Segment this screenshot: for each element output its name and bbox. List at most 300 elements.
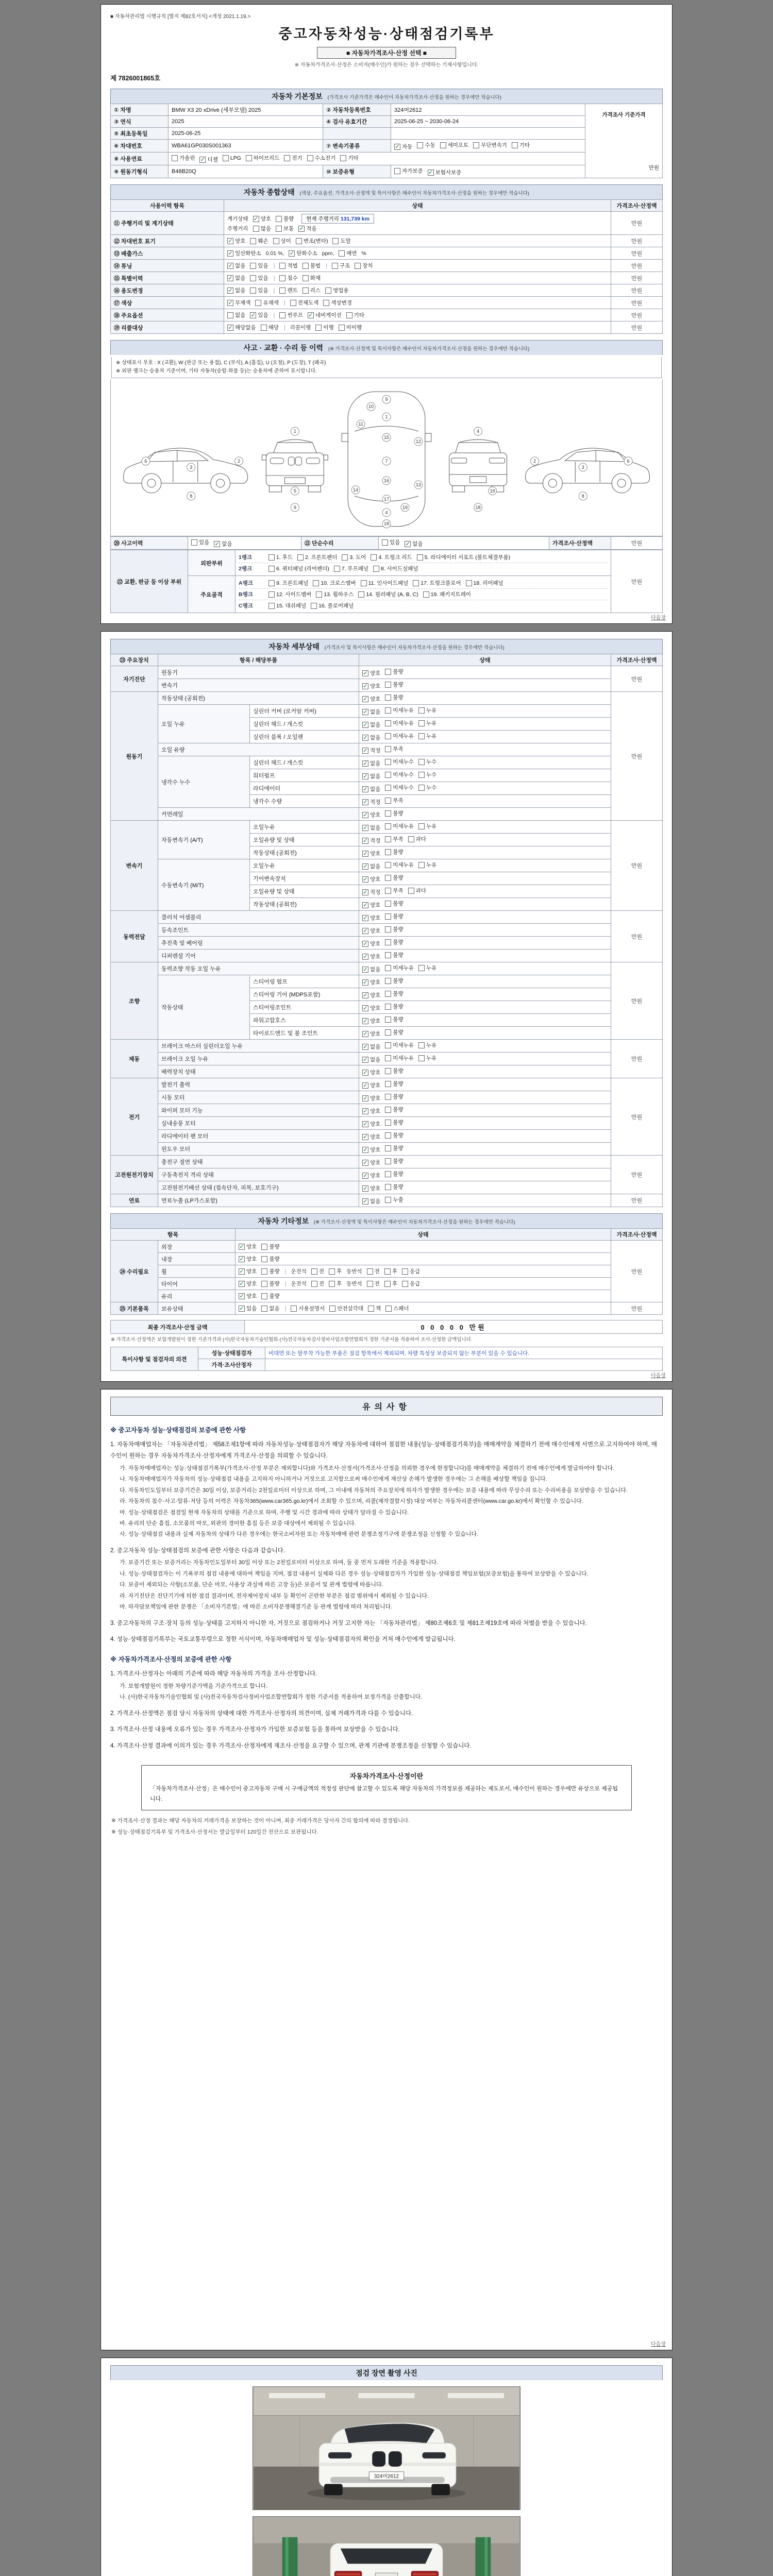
checkbox-unchecked[interactable] bbox=[418, 964, 436, 972]
checkbox-icon[interactable] bbox=[418, 772, 425, 778]
checkbox-icon[interactable] bbox=[418, 1042, 425, 1048]
checkbox-unchecked[interactable] bbox=[191, 538, 209, 546]
checkbox-checked[interactable] bbox=[227, 249, 261, 257]
checkbox-icon[interactable] bbox=[368, 1306, 374, 1312]
checkbox-icon[interactable] bbox=[253, 226, 259, 232]
checkbox-unchecked[interactable] bbox=[346, 311, 364, 319]
checkbox-checked[interactable] bbox=[289, 249, 317, 257]
checkbox-checked[interactable] bbox=[362, 1069, 380, 1076]
checkbox-checked[interactable] bbox=[214, 540, 232, 548]
checkbox-checked[interactable] bbox=[362, 772, 380, 780]
checkbox-icon[interactable] bbox=[268, 580, 275, 586]
checkbox-unchecked[interactable] bbox=[408, 887, 426, 894]
checkbox-checked[interactable] bbox=[308, 311, 342, 319]
checkbox-unchecked[interactable] bbox=[385, 1183, 403, 1191]
checkbox-unchecked[interactable] bbox=[250, 286, 268, 294]
checkbox-icon[interactable] bbox=[261, 1256, 267, 1262]
checkbox-unchecked[interactable] bbox=[402, 1267, 420, 1275]
checkbox-icon[interactable] bbox=[384, 1268, 391, 1275]
checkbox-icon[interactable] bbox=[385, 1184, 391, 1190]
checkbox-icon[interactable] bbox=[279, 287, 285, 294]
checkbox-unchecked[interactable] bbox=[394, 167, 423, 175]
checkbox-icon[interactable] bbox=[290, 300, 296, 306]
checkbox-icon[interactable] bbox=[385, 669, 391, 675]
checkbox-unchecked[interactable] bbox=[279, 274, 297, 282]
checkbox-icon[interactable]: ✓ bbox=[228, 238, 233, 244]
checkbox-unchecked[interactable] bbox=[385, 977, 403, 985]
checkbox-icon[interactable]: ✓ bbox=[363, 696, 368, 702]
next-page-link[interactable]: 다음장 bbox=[651, 1373, 666, 1379]
checkbox-checked[interactable] bbox=[362, 669, 380, 677]
checkbox-icon[interactable] bbox=[385, 798, 391, 804]
checkbox-checked[interactable] bbox=[362, 1081, 380, 1089]
checkbox-icon[interactable]: ✓ bbox=[363, 850, 368, 857]
checkbox-unchecked[interactable] bbox=[332, 262, 350, 269]
checkbox-icon[interactable]: ✓ bbox=[363, 811, 368, 818]
checkbox-icon[interactable]: ✓ bbox=[363, 1198, 368, 1205]
checkbox-icon[interactable]: ✓ bbox=[363, 721, 368, 728]
checkbox-unchecked[interactable] bbox=[385, 1054, 414, 1062]
checkbox-unchecked[interactable] bbox=[323, 299, 352, 307]
checkbox-icon[interactable]: ✓ bbox=[428, 169, 433, 176]
checkbox-unchecked[interactable] bbox=[418, 706, 436, 714]
checkbox-icon[interactable] bbox=[473, 142, 479, 148]
checkbox-icon[interactable]: ✓ bbox=[363, 940, 368, 947]
checkbox-checked[interactable] bbox=[227, 324, 256, 331]
checkbox-icon[interactable] bbox=[418, 759, 425, 765]
checkbox-checked[interactable] bbox=[362, 798, 380, 806]
checkbox-icon[interactable] bbox=[303, 287, 309, 294]
checkbox-checked[interactable] bbox=[362, 978, 380, 986]
checkbox-icon[interactable] bbox=[418, 720, 425, 726]
checkbox-icon[interactable] bbox=[385, 1055, 391, 1061]
checkbox-icon[interactable] bbox=[339, 325, 345, 331]
checkbox-icon[interactable] bbox=[346, 312, 352, 318]
checkbox-unchecked[interactable] bbox=[473, 141, 507, 149]
checkbox-icon[interactable]: ✓ bbox=[363, 760, 368, 767]
checkbox-icon[interactable]: ✓ bbox=[363, 927, 368, 934]
checkbox-unchecked[interactable] bbox=[385, 938, 403, 946]
checkbox-icon[interactable] bbox=[408, 888, 414, 894]
checkbox-icon[interactable]: ✓ bbox=[363, 683, 368, 689]
checkbox-unchecked[interactable] bbox=[268, 590, 311, 598]
checkbox-icon[interactable] bbox=[385, 991, 391, 997]
checkbox-icon[interactable]: ✓ bbox=[228, 287, 233, 294]
checkbox-icon[interactable]: ✓ bbox=[228, 275, 233, 281]
checkbox-unchecked[interactable] bbox=[385, 912, 403, 920]
checkbox-checked[interactable] bbox=[362, 1056, 380, 1063]
checkbox-unchecked[interactable] bbox=[423, 590, 471, 598]
checkbox-icon[interactable]: ✓ bbox=[363, 1121, 368, 1127]
checkbox-unchecked[interactable] bbox=[303, 274, 321, 282]
checkbox-checked[interactable] bbox=[362, 708, 380, 716]
checkbox-checked[interactable] bbox=[250, 311, 268, 319]
checkbox-icon[interactable]: ✓ bbox=[239, 1305, 244, 1312]
checkbox-icon[interactable] bbox=[279, 312, 285, 318]
checkbox-icon[interactable]: ✓ bbox=[239, 1293, 244, 1299]
checkbox-unchecked[interactable] bbox=[385, 758, 414, 766]
checkbox-unchecked[interactable] bbox=[250, 262, 268, 269]
checkbox-unchecked[interactable] bbox=[325, 286, 348, 294]
checkbox-unchecked[interactable] bbox=[385, 681, 403, 688]
checkbox-icon[interactable] bbox=[385, 1107, 391, 1113]
checkbox-checked[interactable] bbox=[253, 215, 271, 223]
checkbox-checked[interactable] bbox=[362, 965, 380, 973]
checkbox-icon[interactable] bbox=[385, 836, 391, 842]
checkbox-unchecked[interactable] bbox=[418, 732, 436, 740]
checkbox-unchecked[interactable] bbox=[385, 796, 403, 804]
checkbox-icon[interactable]: ✓ bbox=[405, 540, 410, 547]
checkbox-unchecked[interactable] bbox=[250, 274, 268, 282]
checkbox-unchecked[interactable] bbox=[276, 225, 294, 232]
checkbox-icon[interactable] bbox=[385, 733, 391, 739]
checkbox-unchecked[interactable] bbox=[339, 324, 362, 331]
checkbox-icon[interactable] bbox=[417, 554, 423, 561]
checkbox-icon[interactable] bbox=[268, 554, 275, 561]
checkbox-icon[interactable] bbox=[423, 591, 429, 598]
checkbox-icon[interactable]: ✓ bbox=[363, 1082, 368, 1089]
checkbox-checked[interactable] bbox=[362, 1146, 380, 1154]
checkbox-unchecked[interactable] bbox=[253, 225, 271, 232]
checkbox-checked[interactable] bbox=[362, 734, 380, 741]
checkbox-unchecked[interactable] bbox=[311, 1280, 324, 1287]
checkbox-icon[interactable] bbox=[261, 325, 267, 331]
checkbox-unchecked[interactable] bbox=[315, 324, 333, 331]
checkbox-icon[interactable] bbox=[385, 1306, 392, 1312]
checkbox-icon[interactable]: ✓ bbox=[200, 156, 206, 163]
checkbox-checked[interactable] bbox=[362, 901, 380, 909]
checkbox-icon[interactable] bbox=[355, 263, 361, 269]
checkbox-unchecked[interactable] bbox=[255, 299, 278, 307]
checkbox-unchecked[interactable] bbox=[332, 237, 350, 245]
checkbox-icon[interactable] bbox=[385, 1132, 391, 1139]
checkbox-icon[interactable] bbox=[385, 720, 391, 726]
checkbox-icon[interactable] bbox=[340, 155, 346, 161]
checkbox-unchecked[interactable] bbox=[385, 1003, 403, 1010]
checkbox-checked[interactable] bbox=[362, 824, 380, 832]
checkbox-checked[interactable] bbox=[362, 682, 380, 690]
checkbox-checked[interactable] bbox=[362, 1172, 380, 1179]
checkbox-icon[interactable] bbox=[329, 1268, 335, 1275]
checkbox-icon[interactable] bbox=[311, 603, 317, 609]
checkbox-checked[interactable] bbox=[227, 286, 245, 294]
checkbox-icon[interactable] bbox=[268, 566, 275, 572]
checkbox-checked[interactable] bbox=[239, 1280, 257, 1287]
checkbox-icon[interactable] bbox=[418, 707, 425, 714]
checkbox-checked[interactable] bbox=[362, 747, 380, 754]
checkbox-icon[interactable] bbox=[261, 1268, 267, 1275]
checkbox-icon[interactable] bbox=[385, 1016, 391, 1023]
checkbox-icon[interactable] bbox=[385, 746, 391, 752]
checkbox-icon[interactable]: ✓ bbox=[363, 670, 368, 676]
checkbox-unchecked[interactable] bbox=[373, 565, 418, 572]
checkbox-unchecked[interactable] bbox=[385, 706, 414, 714]
checkbox-checked[interactable] bbox=[362, 1043, 380, 1050]
checkbox-unchecked[interactable] bbox=[273, 237, 291, 245]
checkbox-unchecked[interactable] bbox=[385, 900, 403, 907]
checkbox-checked[interactable] bbox=[227, 237, 245, 245]
checkbox-unchecked[interactable] bbox=[385, 809, 403, 817]
checkbox-unchecked[interactable] bbox=[268, 602, 306, 609]
checkbox-unchecked[interactable] bbox=[385, 1067, 403, 1075]
checkbox-checked[interactable] bbox=[227, 262, 245, 269]
checkbox-icon[interactable]: ✓ bbox=[363, 1018, 368, 1024]
checkbox-icon[interactable]: ✓ bbox=[289, 250, 294, 257]
checkbox-checked[interactable] bbox=[227, 299, 250, 307]
checkbox-icon[interactable]: ✓ bbox=[363, 953, 368, 960]
checkbox-icon[interactable] bbox=[418, 785, 425, 791]
checkbox-unchecked[interactable] bbox=[329, 1280, 342, 1287]
checkbox-icon[interactable]: ✓ bbox=[363, 992, 368, 998]
checkbox-icon[interactable]: ✓ bbox=[214, 540, 220, 547]
checkbox-icon[interactable] bbox=[385, 1120, 391, 1126]
checkbox-unchecked[interactable] bbox=[418, 771, 436, 778]
checkbox-icon[interactable]: ✓ bbox=[363, 1133, 368, 1140]
checkbox-icon[interactable] bbox=[332, 263, 338, 269]
checkbox-unchecked[interactable] bbox=[276, 215, 294, 223]
checkbox-icon[interactable] bbox=[296, 238, 302, 244]
checkbox-unchecked[interactable] bbox=[385, 887, 403, 894]
checkbox-icon[interactable] bbox=[385, 965, 391, 971]
checkbox-icon[interactable] bbox=[385, 772, 391, 778]
checkbox-checked[interactable] bbox=[362, 1107, 380, 1115]
checkbox-icon[interactable]: ✓ bbox=[363, 1056, 368, 1063]
checkbox-unchecked[interactable] bbox=[382, 538, 400, 546]
checkbox-icon[interactable] bbox=[313, 580, 319, 586]
checkbox-icon[interactable] bbox=[323, 300, 329, 306]
checkbox-icon[interactable] bbox=[268, 603, 275, 609]
checkbox-unchecked[interactable] bbox=[297, 553, 337, 561]
checkbox-unchecked[interactable] bbox=[303, 286, 321, 294]
checkbox-icon[interactable]: ✓ bbox=[363, 1108, 368, 1114]
checkbox-icon[interactable] bbox=[418, 1055, 425, 1061]
checkbox-icon[interactable] bbox=[246, 155, 252, 161]
checkbox-unchecked[interactable] bbox=[339, 249, 357, 257]
checkbox-icon[interactable] bbox=[227, 312, 233, 318]
checkbox-icon[interactable] bbox=[440, 142, 446, 148]
checkbox-unchecked[interactable] bbox=[385, 964, 414, 972]
checkbox-icon[interactable] bbox=[367, 1281, 373, 1287]
checkbox-unchecked[interactable] bbox=[385, 1118, 403, 1126]
checkbox-unchecked[interactable] bbox=[417, 553, 511, 561]
checkbox-icon[interactable] bbox=[385, 1042, 391, 1048]
checkbox-icon[interactable]: ✓ bbox=[363, 1172, 368, 1179]
checkbox-unchecked[interactable] bbox=[466, 579, 503, 587]
checkbox-checked[interactable] bbox=[362, 721, 380, 728]
checkbox-icon[interactable] bbox=[325, 287, 331, 294]
checkbox-unchecked[interactable] bbox=[290, 299, 319, 307]
checkbox-icon[interactable]: ✓ bbox=[308, 312, 313, 318]
checkbox-icon[interactable] bbox=[466, 580, 472, 586]
checkbox-icon[interactable] bbox=[385, 1094, 391, 1100]
checkbox-icon[interactable] bbox=[385, 926, 391, 933]
checkbox-icon[interactable]: ✓ bbox=[363, 786, 368, 792]
checkbox-icon[interactable] bbox=[250, 275, 256, 281]
checkbox-icon[interactable]: ✓ bbox=[363, 734, 368, 741]
checkbox-icon[interactable] bbox=[385, 707, 391, 714]
checkbox-icon[interactable]: ✓ bbox=[363, 799, 368, 805]
checkbox-unchecked[interactable] bbox=[261, 1280, 279, 1287]
checkbox-checked[interactable] bbox=[298, 225, 316, 232]
checkbox-unchecked[interactable] bbox=[268, 579, 308, 587]
checkbox-unchecked[interactable] bbox=[385, 822, 414, 830]
checkbox-icon[interactable] bbox=[273, 238, 279, 244]
checkbox-icon[interactable] bbox=[385, 862, 391, 868]
checkbox-icon[interactable]: ✓ bbox=[228, 250, 233, 257]
checkbox-unchecked[interactable] bbox=[355, 262, 373, 269]
checkbox-checked[interactable] bbox=[362, 785, 380, 793]
checkbox-unchecked[interactable] bbox=[385, 861, 414, 869]
checkbox-checked[interactable] bbox=[362, 991, 380, 999]
checkbox-icon[interactable] bbox=[191, 539, 197, 546]
checkbox-icon[interactable] bbox=[311, 1281, 317, 1287]
checkbox-icon[interactable]: ✓ bbox=[228, 324, 233, 331]
checkbox-icon[interactable] bbox=[402, 1281, 408, 1287]
checkbox-unchecked[interactable] bbox=[512, 141, 530, 149]
checkbox-icon[interactable]: ✓ bbox=[363, 966, 368, 973]
checkbox-unchecked[interactable] bbox=[296, 237, 328, 245]
checkbox-icon[interactable] bbox=[385, 888, 391, 894]
checkbox-icon[interactable] bbox=[385, 759, 391, 765]
checkbox-checked[interactable] bbox=[362, 1030, 380, 1038]
checkbox-unchecked[interactable] bbox=[329, 1267, 342, 1275]
checkbox-icon[interactable]: ✓ bbox=[363, 773, 368, 779]
checkbox-icon[interactable]: ✓ bbox=[363, 876, 368, 883]
checkbox-icon[interactable] bbox=[276, 226, 282, 232]
checkbox-checked[interactable] bbox=[362, 1197, 380, 1205]
checkbox-icon[interactable]: ✓ bbox=[363, 747, 368, 754]
checkbox-icon[interactable]: ✓ bbox=[363, 1146, 368, 1153]
checkbox-icon[interactable] bbox=[402, 1268, 408, 1275]
next-page-link[interactable]: 다음장 bbox=[651, 2342, 666, 2347]
checkbox-unchecked[interactable] bbox=[385, 745, 403, 753]
checkbox-checked[interactable] bbox=[362, 927, 380, 935]
checkbox-unchecked[interactable] bbox=[279, 311, 303, 319]
checkbox-icon[interactable] bbox=[315, 325, 322, 331]
checkbox-checked[interactable] bbox=[362, 1004, 380, 1012]
checkbox-icon[interactable] bbox=[371, 554, 377, 561]
checkbox-checked[interactable] bbox=[239, 1243, 257, 1250]
checkbox-icon[interactable] bbox=[261, 1293, 267, 1299]
checkbox-icon[interactable] bbox=[385, 1158, 391, 1164]
checkbox-icon[interactable] bbox=[223, 155, 229, 161]
checkbox-unchecked[interactable] bbox=[413, 579, 461, 587]
checkbox-icon[interactable] bbox=[284, 155, 290, 161]
checkbox-unchecked[interactable] bbox=[316, 590, 354, 598]
checkbox-icon[interactable]: ✓ bbox=[363, 914, 368, 921]
checkbox-icon[interactable]: ✓ bbox=[250, 312, 256, 318]
checkbox-icon[interactable]: ✓ bbox=[363, 902, 368, 908]
checkbox-checked[interactable] bbox=[227, 274, 245, 282]
checkbox-unchecked[interactable] bbox=[385, 1015, 403, 1023]
checkbox-checked[interactable] bbox=[239, 1304, 257, 1312]
checkbox-checked[interactable] bbox=[239, 1292, 257, 1300]
checkbox-unchecked[interactable] bbox=[418, 758, 436, 766]
checkbox-checked[interactable] bbox=[362, 850, 380, 857]
checkbox-unchecked[interactable] bbox=[261, 1292, 279, 1300]
checkbox-icon[interactable] bbox=[276, 216, 282, 222]
checkbox-checked[interactable] bbox=[362, 837, 380, 844]
checkbox-icon[interactable] bbox=[339, 250, 345, 257]
checkbox-icon[interactable] bbox=[291, 1306, 297, 1312]
checkbox-unchecked[interactable] bbox=[385, 668, 403, 675]
checkbox-unchecked[interactable] bbox=[385, 848, 403, 856]
checkbox-checked[interactable] bbox=[199, 156, 217, 163]
checkbox-unchecked[interactable] bbox=[367, 1267, 380, 1275]
checkbox-unchecked[interactable] bbox=[385, 1144, 403, 1152]
checkbox-icon[interactable]: ✓ bbox=[363, 1159, 368, 1166]
checkbox-icon[interactable] bbox=[307, 155, 313, 161]
checkbox-unchecked[interactable] bbox=[303, 262, 321, 269]
checkbox-unchecked[interactable] bbox=[261, 1267, 279, 1275]
checkbox-unchecked[interactable] bbox=[368, 1304, 381, 1312]
checkbox-unchecked[interactable] bbox=[261, 324, 279, 331]
checkbox-checked[interactable] bbox=[362, 759, 380, 767]
checkbox-icon[interactable] bbox=[332, 238, 339, 244]
checkbox-icon[interactable]: ✓ bbox=[363, 1030, 368, 1037]
checkbox-icon[interactable]: ✓ bbox=[239, 1243, 244, 1250]
checkbox-unchecked[interactable] bbox=[418, 719, 436, 727]
checkbox-unchecked[interactable] bbox=[384, 1280, 397, 1287]
checkbox-unchecked[interactable] bbox=[385, 719, 414, 727]
checkbox-unchecked[interactable] bbox=[329, 1304, 363, 1312]
checkbox-icon[interactable] bbox=[367, 1268, 373, 1275]
checkbox-unchecked[interactable] bbox=[261, 1304, 279, 1312]
checkbox-icon[interactable]: ✓ bbox=[363, 837, 368, 844]
checkbox-unchecked[interactable] bbox=[417, 141, 435, 149]
checkbox-unchecked[interactable] bbox=[279, 262, 297, 269]
checkbox-icon[interactable] bbox=[385, 810, 391, 817]
checkbox-icon[interactable] bbox=[385, 1029, 391, 1036]
checkbox-icon[interactable]: ✓ bbox=[363, 863, 368, 870]
checkbox-unchecked[interactable] bbox=[371, 553, 412, 561]
checkbox-unchecked[interactable] bbox=[418, 1041, 436, 1049]
checkbox-unchecked[interactable] bbox=[440, 141, 469, 149]
checkbox-unchecked[interactable] bbox=[284, 154, 302, 162]
checkbox-icon[interactable] bbox=[385, 913, 391, 920]
checkbox-icon[interactable] bbox=[382, 539, 388, 546]
checkbox-icon[interactable]: ✓ bbox=[228, 262, 233, 269]
checkbox-icon[interactable] bbox=[385, 1004, 391, 1010]
checkbox-icon[interactable] bbox=[394, 168, 400, 174]
checkbox-checked[interactable] bbox=[362, 695, 380, 703]
checkbox-unchecked[interactable] bbox=[172, 154, 195, 162]
checkbox-icon[interactable] bbox=[279, 275, 285, 281]
checkbox-icon[interactable] bbox=[329, 1281, 335, 1287]
checkbox-icon[interactable]: ✓ bbox=[363, 1005, 368, 1011]
checkbox-unchecked[interactable] bbox=[385, 693, 403, 701]
checkbox-icon[interactable] bbox=[261, 1306, 267, 1312]
checkbox-icon[interactable] bbox=[418, 965, 425, 971]
checkbox-icon[interactable] bbox=[329, 1306, 335, 1312]
checkbox-icon[interactable]: ✓ bbox=[363, 1069, 368, 1076]
checkbox-icon[interactable] bbox=[418, 862, 425, 868]
checkbox-icon[interactable] bbox=[385, 694, 391, 701]
checkbox-icon[interactable] bbox=[268, 591, 275, 598]
checkbox-icon[interactable]: ✓ bbox=[299, 225, 304, 232]
checkbox-unchecked[interactable] bbox=[385, 1157, 403, 1165]
checkbox-icon[interactable]: ✓ bbox=[363, 1043, 368, 1050]
checkbox-icon[interactable] bbox=[385, 1068, 391, 1074]
checkbox-unchecked[interactable] bbox=[342, 553, 366, 561]
checkbox-icon[interactable] bbox=[385, 785, 391, 791]
checkbox-unchecked[interactable] bbox=[408, 835, 426, 843]
checkbox-unchecked[interactable] bbox=[385, 771, 414, 778]
checkbox-icon[interactable] bbox=[512, 142, 518, 148]
checkbox-icon[interactable] bbox=[384, 1281, 391, 1287]
checkbox-icon[interactable] bbox=[358, 591, 364, 598]
checkbox-unchecked[interactable] bbox=[384, 1267, 397, 1275]
